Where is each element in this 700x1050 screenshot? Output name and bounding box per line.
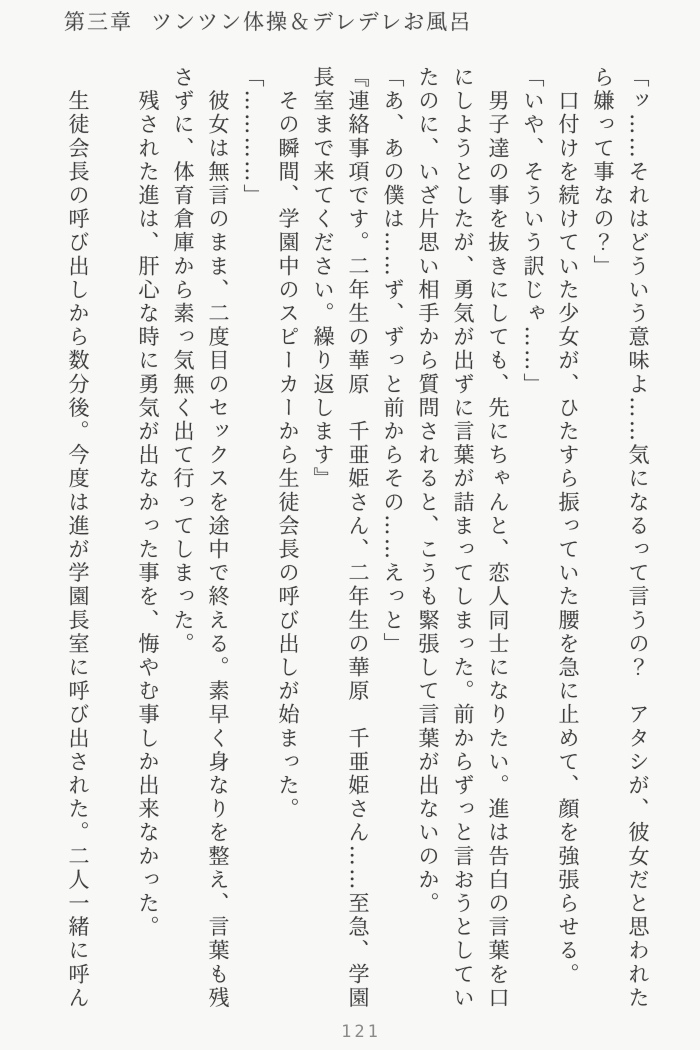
text-line: ら嫌って事なの？」: [591, 66, 615, 279]
text-line: 長室まで来てください。繰り返します』: [311, 66, 335, 491]
chapter-number: 第三章: [64, 10, 133, 34]
text-line: さずに、体育倉庫から素っ気無く出て行ってしまった。: [171, 66, 195, 656]
text-line: 彼女は無言のまま、二度目のセックスを途中で終える。素早く身なりを整え、言葉も残: [206, 66, 230, 1010]
text-line: 『連絡事項です。二年生の華原 千亜姫さん、二年生の華原 千亜姫さん……至急、学園: [346, 66, 370, 1010]
text-line: 「…………」: [241, 66, 265, 208]
chapter-title: ツンツン体操＆デレデレお風呂: [151, 10, 473, 34]
chapter-header: [64, 6, 472, 36]
text-line: にしようとしたが、勇気が出ずに言葉が詰まってしまった。前からずっと言おうとしてい: [451, 66, 475, 1010]
blank-line: [95, 66, 130, 1012]
text-line: その瞬間、学園中のスピーカーから生徒会長の呼び出しが始まった。: [276, 66, 300, 822]
text-line: 「あ、あの僕は……ず、ずっと前からその……えっと」: [381, 66, 405, 656]
text-line: 「いや、そういう訳じゃ……」: [521, 66, 545, 397]
text-line: 口付けを続けていた少女が、ひたすら振っていた腰を急に止めて、顔を強張らせる。: [556, 66, 580, 987]
page-number: 121: [341, 1022, 381, 1042]
text-line: 生徒会長の呼び出しから数分後。今度は進が学園長室に呼び出された。二人一緒に呼ん: [66, 66, 90, 1010]
text-line: 「ッ……それはどういう意味よ……気になるって言うの？ アタシが、彼女だと思われた: [626, 66, 650, 1010]
vertical-text-body: [60, 66, 655, 1012]
text-line: たのに、いざ片思い相手から質問されると、こうも緊張して言葉が出ないのか。: [416, 66, 440, 916]
text-line: 男子達の事を抜きにしても、先にちゃんと、恋人同士になりたい。進は告白の言葉を口: [486, 66, 510, 1010]
text-line: 残された進は、肝心な時に勇気が出なかった事を、悔やむ事しか出来なかった。: [136, 66, 160, 940]
